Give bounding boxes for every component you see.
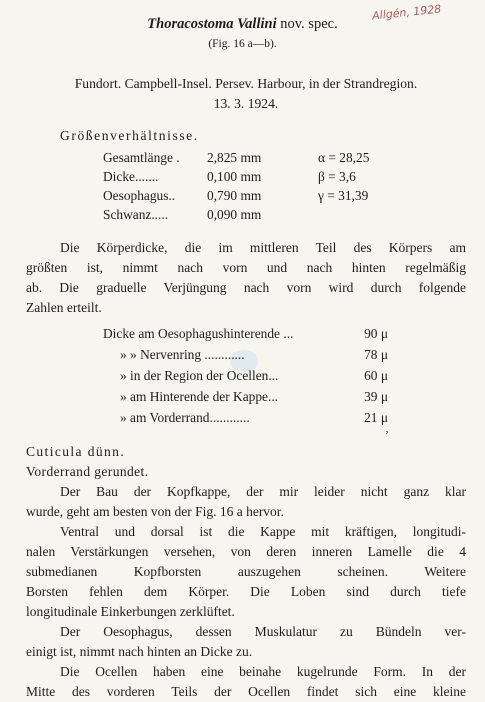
measurement-value: 0,090 mm [207,207,262,222]
thickness-label: » » Nervenring ............ [120,347,245,362]
measurement-ratio: γ = 31,39 [318,188,369,203]
vorderrand-line: Vorderrand gerundet. [26,464,149,479]
thickness-value: 78 μ [364,347,388,362]
thickness-value: 90 μ [364,326,388,341]
text-line: Borsten fehlen dem Körper. Die Loben sind durch tiefe [26,584,466,599]
text-line: Der Oesophagus, dessen Muskulatur zu Bündeln ver- [60,624,466,639]
text-line: nalen Verstärkungen versehen, von deren inneren Lamelle die 4 [26,544,466,559]
measurement-label: Oesophagus.. [103,188,176,203]
species-name: Thoracostoma Vallini [147,16,277,32]
thickness-label: » am Hinterende der Kappe... [120,389,279,404]
locality-text: Campbell-Insel. Persev. Harbour, in der Strandregion. [121,76,418,91]
locality-date: 13. 3. 1924. [213,96,279,111]
cuticula-line: Cuticula dünn. [26,444,126,459]
body-paragraph [26,238,466,318]
text-line: Mitte des vorderen Teils der Ocellen findet sich eine kleine [26,684,466,699]
text-line: Der Bau der Kopfkappe, der mir leider nicht ganz klar [60,484,466,499]
text-line: Die Ocellen haben eine beinahe kugelrunde Form. In der [60,664,466,679]
measurement-value: 2,825 mm [207,150,262,165]
locality-label: Fundort. [74,76,122,91]
thickness-value: 21 μ [364,410,388,425]
species-title [0,16,485,33]
thickness-value: 60 μ [364,368,388,383]
thickness-value: 39 μ [364,389,388,404]
text-line: Die Körperdicke, die im mittleren Teil des Körpers am [60,240,466,255]
text-line: submedianen Kopfborsten auszugehen scheinen. Weitere [26,564,466,579]
thickness-label: » in der Region der Ocellen... [120,368,279,383]
text-line: Zahlen erteilt. [26,300,102,315]
measurements-heading: Größenverhältnisse. [60,128,199,143]
text-line: longitudinale Einkerbungen zerklüftet. [26,604,235,619]
measurement-value: 0,790 mm [207,188,262,203]
handwritten-annotation: Allgén, 1928 [371,2,442,23]
species-suffix: nov. spec. [276,16,338,32]
measurement-label: Gesamtlänge . [103,150,180,165]
measurement-value: 0,100 mm [207,169,262,184]
locality-paragraph [26,74,466,114]
figure-reference: (Fig. 16 a—b). [208,38,277,50]
thickness-label: » am Vorderrand............ [120,410,250,425]
measurement-label: Schwanz..... [103,207,169,222]
text-line: einigt ist, nimmt nach hinten an Dicke zu. [26,644,253,659]
text-line: Ventral und dorsal ist die Kappe mit kräftigen, longitudi- [60,524,466,539]
measurement-ratio: α = 28,25 [318,150,370,165]
thickness-label: Dicke am Oesophagushinterende ... [103,326,294,341]
pencil-mark: ʼ [385,428,389,442]
body-text [26,442,466,702]
text-line: wurde, geht am besten von der Fig. 16 a hervor. [26,504,284,519]
measurement-ratio: β = 3,6 [318,169,356,184]
text-line: ab. Die graduelle Verjüngung nach vorn wird durch folgende [26,280,466,295]
measurement-label: Dicke....... [103,169,159,184]
text-line: größten ist, nimmt nach vorn und nach hinten regelmäßig [26,260,466,275]
